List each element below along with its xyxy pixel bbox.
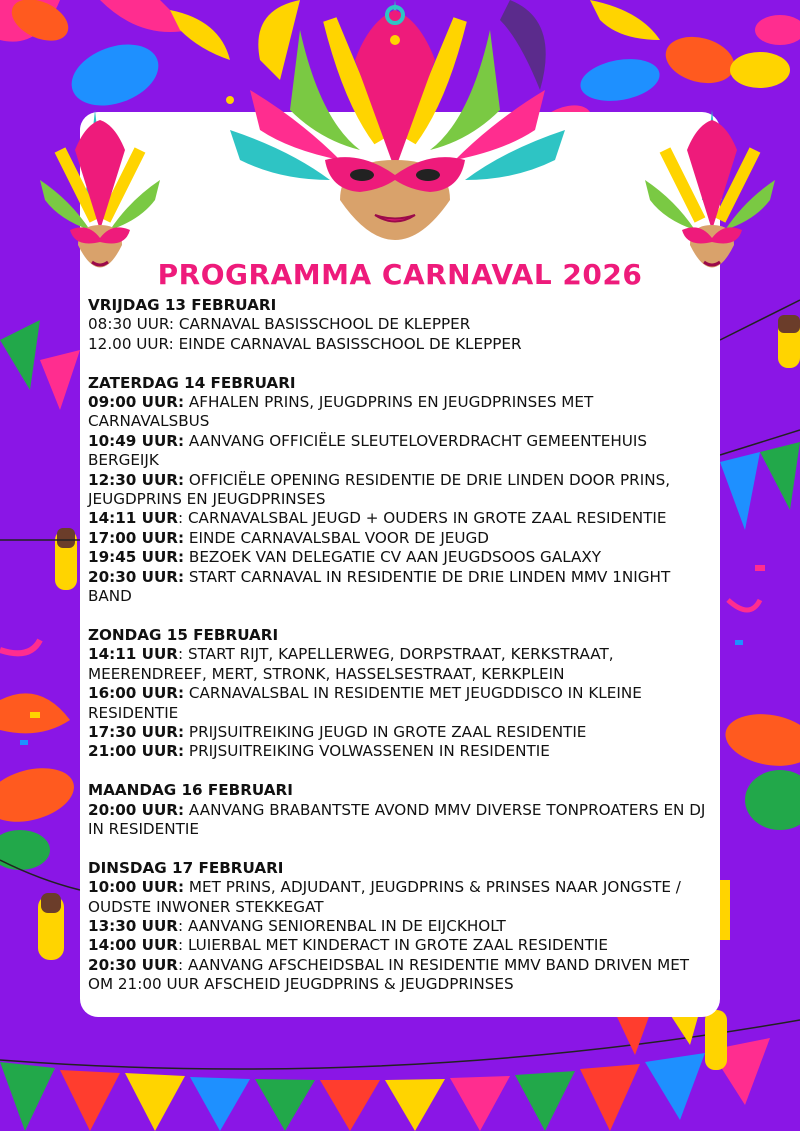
schedule-item: 19:45 UUR: BEZOEK VAN DELEGATIE CV AAN JEUGDSOOS GALAXY (88, 548, 602, 567)
day-monday (88, 781, 718, 839)
schedule-item: 14:00 UUR: LUIERBAL MET KINDERACT IN GROTE ZAAL RESIDENTIE (88, 936, 608, 955)
day-saturday (88, 374, 718, 607)
schedule-item: 17:30 UUR: PRIJSUITREIKING JEUGD IN GROTE ZAAL RESIDENTIE (88, 722, 587, 741)
schedule-item: 14:11 UUR: CARNAVALSBAL JEUGD + OUDERS IN GROTE ZAAL RESIDENTIE (88, 509, 667, 528)
schedule-item: 20:30 UUR: AANVANG AFSCHEIDSBAL IN RESIDENTIE MMV BAND DRIVEN MET OM 21:00 UUR AFSCHEID JEUGDPRINS & JEUGDPRINSES (88, 955, 690, 994)
day-title: VRIJDAG 13 FEBRUARI (88, 296, 277, 314)
schedule-item: 12:30 UUR: OFFICIËLE OPENING RESIDENTIE DE DRIE LINDEN DOOR PRINS, JEUGDPRINS EN JEUGDPRINSES (88, 470, 671, 509)
left-mask-icon (40, 110, 160, 268)
schedule-item: 10:49 UUR: AANVANG OFFICIËLE SLEUTELOVERDRACHT GEMEENTEHUIS BERGEIJK (88, 431, 647, 470)
schedule-item: 21:00 UUR: PRIJSUITREIKING VOLWASSENEN IN RESIDENTIE (88, 742, 550, 761)
day-friday (88, 296, 718, 354)
center-mask-icon (230, 0, 565, 240)
schedule-item: 13:30 UUR: AANVANG SENIORENBAL IN DE EIJCKHOLT (88, 916, 506, 935)
day-title: ZONDAG 15 FEBRUARI (88, 625, 279, 644)
day-title: DINSDAG 17 FEBRUARI (88, 858, 284, 877)
day-title: ZATERDAG 14 FEBRUARI (88, 373, 296, 392)
day-tuesday (88, 859, 718, 995)
page-title: PROGRAMMA CARNAVAL 2026 (157, 258, 643, 291)
day-title: MAANDAG 16 FEBRUARI (88, 781, 293, 800)
right-mask-icon (645, 110, 775, 268)
schedule-item: 09:00 UUR: AFHALEN PRINS, JEUGDPRINS EN JEUGDPRINSES MET CARNAVALSBUS (88, 393, 594, 431)
carnival-masks (0, 0, 800, 300)
schedule-item: 16:00 UUR: CARNAVALSBAL IN RESIDENTIE MET JEUGDDISCO IN KLEINE RESIDENTIE (88, 684, 642, 722)
day-sunday (88, 626, 718, 762)
schedule-item: 10:00 UUR: MET PRINS, ADJUDANT, JEUGDPRINS & PRINSES NAAR JONGSTE / OUDSTE INWONER STEKKEGAT (88, 878, 681, 916)
schedule-item: 14:11 UUR: START RIJT, KAPELLERWEG, DORPSTRAAT, KERKSTRAAT, MEERENDREEF, MERT, STRONK, HASSELSESTRAAT, KERKPLEIN (88, 645, 614, 683)
program-content (88, 296, 718, 1014)
schedule-item: 08:30 UUR: CARNAVAL BASISSCHOOL DE KLEPPER (88, 315, 471, 334)
schedule-item: 20:30 UUR: START CARNAVAL IN RESIDENTIE DE DRIE LINDEN MMV 1NIGHT BAND (88, 567, 671, 606)
schedule-item: 12.00 UUR: EINDE CARNAVAL BASISSCHOOL DE KLEPPER (88, 334, 522, 353)
schedule-item: 20:00 UUR: AANVANG BRABANTSTE AVOND MMV DIVERSE TONPROATERS EN DJ IN RESIDENTIE (88, 800, 706, 838)
schedule-item: 17:00 UUR: EINDE CARNAVALSBAL VOOR DE JEUGD (88, 528, 489, 547)
